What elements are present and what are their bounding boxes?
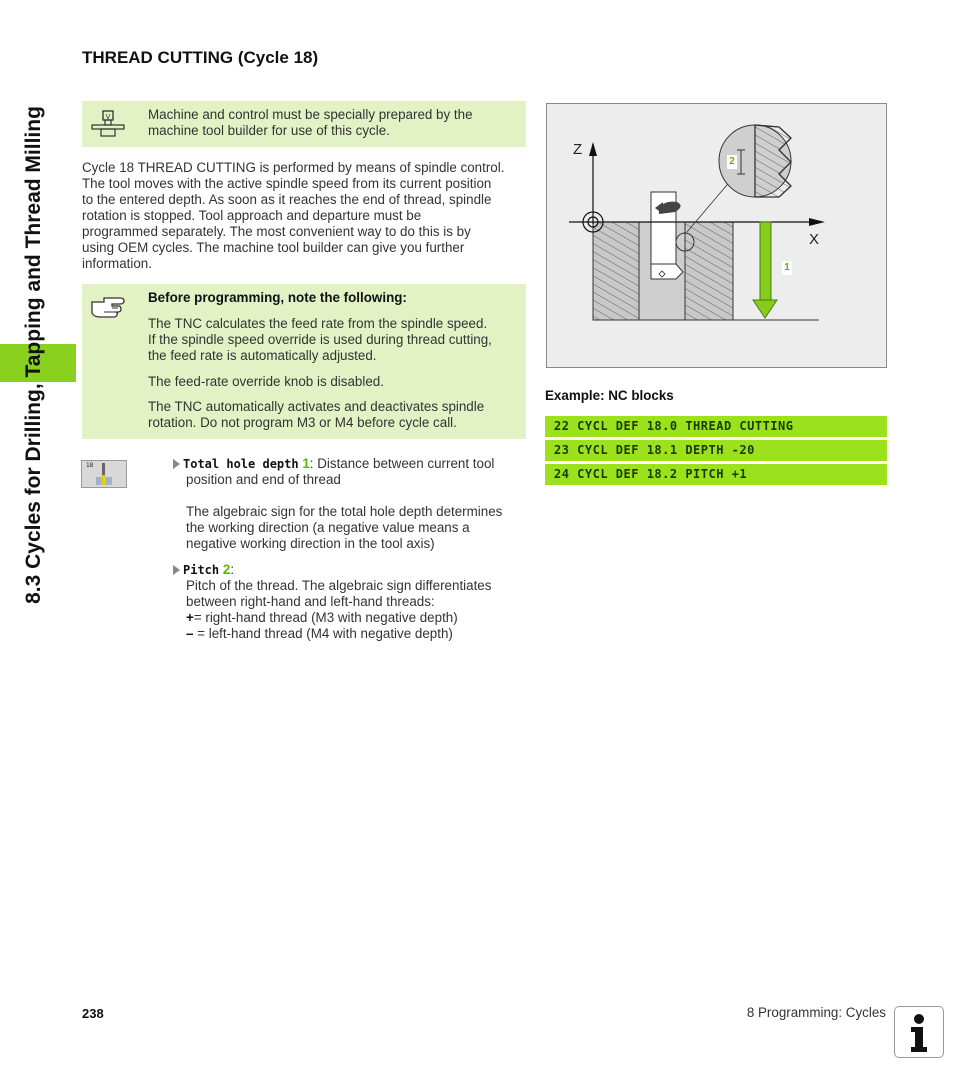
- minus-sign: –: [186, 626, 194, 641]
- param-depth-extra-line: negative working direction in the tool axis): [186, 536, 435, 551]
- programming-note-box: [82, 284, 526, 439]
- plus-sign: +: [186, 610, 194, 625]
- page-title: THREAD CUTTING (Cycle 18): [82, 48, 319, 67]
- z-axis-label: Z: [573, 141, 583, 158]
- footer-chapter: 8 Programming: Cycles: [746, 1005, 886, 1020]
- svg-text:V: V: [105, 113, 111, 121]
- pointing-hand-icon: [90, 294, 126, 323]
- diagram-label-2: 2: [727, 155, 737, 169]
- cycle-18-softkey-icon[interactable]: [81, 460, 127, 488]
- plus-text: = right-hand thread (M3 with negative depth): [193, 610, 458, 625]
- thread-cutting-diagram: [546, 103, 887, 368]
- side-title-text: 8.3 Cycles for Drilling, Tapping and Thread Milling: [22, 106, 45, 604]
- param-pitch-colon: :: [230, 562, 235, 577]
- intro-line: to the entered depth. As soon as it reaches the end of thread, spindle: [82, 192, 492, 207]
- intro-line: using OEM cycles. The machine tool builder can give you further: [82, 240, 465, 255]
- param-depth-extra-line: the working direction (a negative value means a: [186, 520, 470, 535]
- note-p3-line: rotation. Do not program M3 or M4 before cycle call.: [148, 415, 457, 430]
- param-arrow-icon: [173, 565, 180, 575]
- note-p1-line: the feed rate is automatically adjusted.: [148, 348, 377, 363]
- intro-line: rotation is stopped. Tool approach and departure must be: [82, 208, 422, 223]
- intro-line: The tool moves with the active spindle speed from its current position: [82, 176, 492, 191]
- nc-block: 23 CYCL DEF 18.1 DEPTH -20: [545, 440, 887, 461]
- softkey-label: 18: [86, 462, 94, 469]
- note-p2: The feed-rate override knob is disabled.: [148, 374, 384, 389]
- param-depth-extra-line: The algebraic sign for the total hole depth determines: [186, 504, 503, 519]
- note-p1-line: The TNC calculates the feed rate from the spindle speed.: [148, 316, 488, 331]
- diagram-svg: [547, 104, 886, 367]
- param-pitch: [173, 562, 533, 642]
- diagram-label-1: 1: [782, 261, 792, 275]
- param-pitch-desc-line: Pitch of the thread. The algebraic sign differentiates: [186, 578, 492, 593]
- note-title: Before programming, note the following:: [148, 290, 407, 305]
- x-axis-label: X: [809, 231, 820, 248]
- param-pitch-name: Pitch: [183, 563, 220, 577]
- intro-line: information.: [82, 256, 152, 271]
- nc-block: 24 CYCL DEF 18.2 PITCH +1: [545, 464, 887, 485]
- param-pitch-number: 2: [222, 562, 231, 577]
- note-p1-line: If the spindle speed override is used during thread cutting,: [148, 332, 492, 347]
- minus-text: = left-hand thread (M4 with negative depth): [193, 626, 453, 641]
- machine-icon: [91, 110, 125, 143]
- page-number: 238: [82, 1006, 104, 1021]
- param-depth-desc1: : Distance between current tool: [309, 456, 495, 471]
- info-icon: [894, 1006, 944, 1058]
- intro-line: Cycle 18 THREAD CUTTING is performed by means of spindle control.: [82, 160, 505, 175]
- machine-note-box: [82, 101, 526, 147]
- intro-paragraph: [82, 160, 527, 272]
- param-pitch-desc-line: between right-hand and left-hand threads:: [186, 594, 435, 609]
- param-total-hole-depth: [173, 456, 533, 552]
- side-chapter-title: [0, 0, 76, 1091]
- param-arrow-icon: [173, 459, 180, 469]
- machine-note-line2: machine tool builder for use of this cycle.: [148, 123, 390, 138]
- machine-note-line1: Machine and control must be specially prepared by the: [148, 107, 473, 122]
- example-title: Example: NC blocks: [545, 388, 674, 403]
- param-depth-number: 1: [302, 456, 310, 471]
- intro-line: programmed separately. The most convenient way to do this is by: [82, 224, 471, 239]
- nc-block: 22 CYCL DEF 18.0 THREAD CUTTING: [545, 416, 887, 437]
- param-depth-desc2: position and end of thread: [186, 472, 341, 487]
- param-depth-name: Total hole depth: [183, 457, 299, 471]
- note-p3-line: The TNC automatically activates and deactivates spindle: [148, 399, 485, 414]
